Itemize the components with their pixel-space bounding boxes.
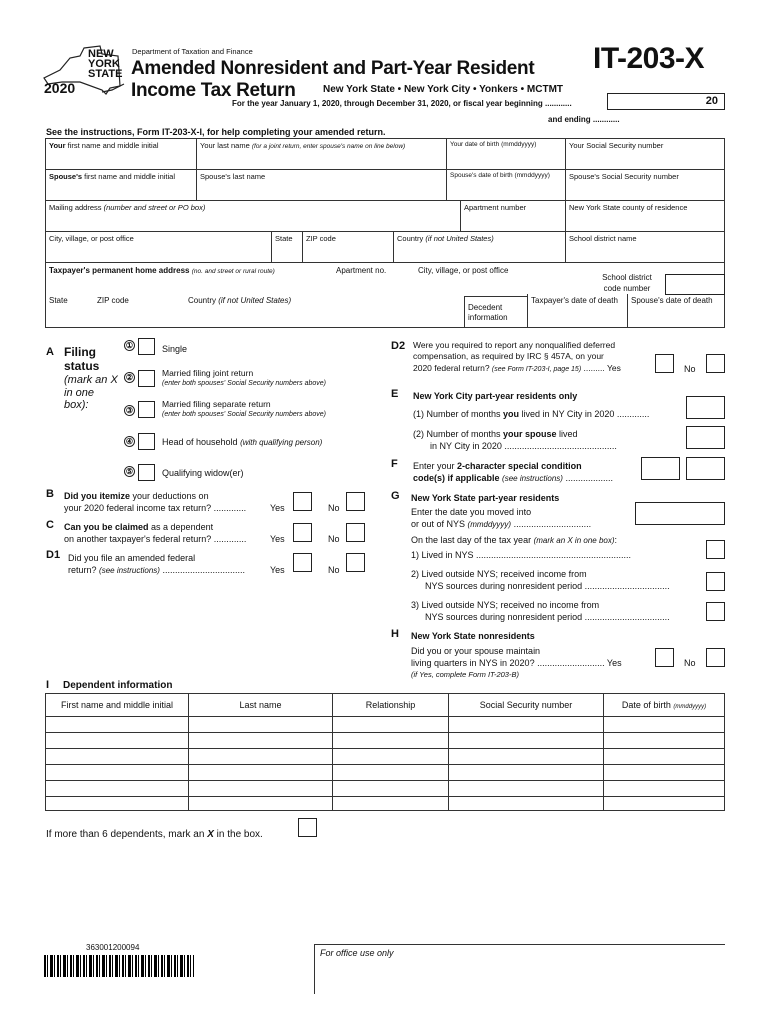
single-label: Single — [162, 344, 188, 354]
department-name: Department of Taxation and Finance — [132, 47, 253, 56]
city-label: City, village, or post office — [49, 234, 134, 243]
q-e2-c: lived — [556, 429, 578, 439]
q-g1-label: 1) Lived in NYS .............................................................. — [411, 550, 632, 560]
decedent-info-label — [464, 296, 528, 328]
q-e2-months-field[interactable] — [686, 426, 725, 449]
q-b-no-label: No — [328, 503, 340, 513]
q-e2-b: your spouse — [503, 429, 557, 439]
more-dependents-checkbox[interactable] — [298, 818, 317, 837]
q-g-line1: Enter the date you moved into — [411, 507, 532, 517]
question-e-letter: E — [391, 388, 399, 400]
q-d1-yes-label: Yes — [270, 565, 285, 575]
instructions-note: See the instructions, Form IT-203-X-I, for help completing your amended return. — [46, 127, 386, 137]
dependent-row[interactable] — [45, 764, 725, 780]
q-d2-line3-c: ......... Yes — [581, 363, 621, 373]
q-h-line2: living quarters in NYS in 2020? ........................... Yes — [411, 658, 622, 668]
q-c-no-checkbox[interactable] — [346, 523, 365, 542]
q-g2-checkbox[interactable] — [706, 572, 725, 591]
first-name-label-b: first name and middle initial — [65, 141, 159, 150]
perm-home-label-a: Taxpayer's permanent home address — [49, 266, 192, 275]
fiscal-year-begin-field[interactable] — [607, 93, 725, 110]
q-f-code-field-1[interactable] — [641, 457, 680, 480]
q-e2-a: (2) Number of months — [413, 429, 504, 439]
q-b-yes-checkbox[interactable] — [293, 492, 312, 511]
spouse-first-name-label-b: first name and middle initial — [82, 172, 176, 181]
filing-status-note: (mark an X in one box): — [64, 374, 118, 411]
q-g-line3-c: : — [614, 535, 618, 545]
col-dob-note: (mmddyyyy) — [673, 704, 707, 710]
spouse-first-name-label-a: Spouse's — [49, 172, 83, 181]
spouse-first-name-field[interactable] — [45, 169, 197, 201]
q-e1-a: (1) Number of months — [413, 409, 504, 419]
zip-code-field[interactable] — [302, 231, 394, 263]
q-b-line1-a: Did you — [64, 491, 100, 501]
q-d2-no-label: No — [684, 364, 696, 374]
col-relationship: Relationship — [365, 700, 416, 710]
q-h-no-label: No — [684, 658, 696, 668]
option-number-1: ① — [125, 341, 134, 350]
question-h-letter: H — [391, 628, 399, 640]
taxpayer-death-label: Taxpayer's date of death — [531, 296, 618, 305]
q-c-line1-a: Can you be claimed — [64, 522, 149, 532]
filing-status-title: Filing status — [64, 345, 100, 373]
form-title-line2: Income Tax Return — [131, 80, 296, 101]
permanent-apartment-label: Apartment no. — [336, 266, 387, 275]
q-f-line1-a: Enter your — [413, 461, 458, 471]
q-f-line1-b: 2-character special condition — [457, 461, 582, 471]
q-h-title: New York State nonresidents — [411, 631, 535, 641]
q-h-line3: (if Yes, complete Form IT-203-B) — [411, 670, 519, 679]
option-number-4: ④ — [125, 437, 134, 446]
taxpayer-date-of-death-field[interactable] — [527, 294, 628, 328]
married-separate-note: (enter both spouses' Social Security numbers above) — [162, 411, 326, 418]
school-district-label: School district name — [569, 234, 637, 243]
last-name-field[interactable] — [196, 138, 447, 170]
q-c-line2: on another taxpayer's federal return? ............. — [64, 534, 247, 544]
q-e2-line2: in NY City in 2020 ............................................. — [430, 441, 617, 451]
q-g3-checkbox[interactable] — [706, 602, 725, 621]
question-d1-letter: D1 — [46, 549, 61, 561]
q-g1-checkbox[interactable] — [706, 540, 725, 559]
nys-logo — [40, 44, 126, 100]
decedent-text: Decedent information — [468, 303, 508, 322]
head-of-household-label: Head of household — [162, 437, 241, 447]
filing-status-letter: A — [46, 346, 54, 358]
q-e-title: New York City part-year residents only — [413, 391, 578, 401]
dependents-letter: I — [46, 679, 50, 691]
q-g-line3-a: On the last day of the tax year — [411, 535, 534, 545]
q-d2-yes-checkbox[interactable] — [655, 354, 674, 373]
form-year: 2020 — [44, 80, 76, 96]
qualifying-widow-checkbox[interactable] — [138, 464, 155, 481]
spouse-ssn-field[interactable] — [565, 169, 725, 201]
permanent-zip-label: ZIP code — [97, 296, 129, 305]
single-checkbox[interactable] — [138, 338, 155, 355]
q-e1-b: you — [503, 409, 520, 419]
q-d1-no-label: No — [328, 565, 340, 575]
mailing-address-label-b: (number and street or PO box) — [103, 203, 206, 212]
barcode-number: 363001200094 — [86, 943, 140, 952]
q-f-line2-b: (see instructions) — [502, 474, 563, 483]
tax-period-text: For the year January 1, 2020, through December 31, 2020, or fiscal year beginning ............ — [232, 99, 572, 108]
option-number-5: ⑤ — [125, 467, 134, 476]
q-h-no-checkbox[interactable] — [706, 648, 725, 667]
married-joint-label: Married filing joint return — [162, 368, 254, 378]
last-name-label-b: (for a joint return, enter spouse's name on line below) — [251, 143, 406, 150]
q-d1-line1: Did you file an amended federal — [68, 553, 196, 563]
q-d2-no-checkbox[interactable] — [706, 354, 725, 373]
q-g-line3-b: (mark an X in one box) — [533, 536, 615, 545]
mailing-address-field[interactable] — [45, 200, 461, 232]
q-g-line2-a: or out of NYS — [411, 519, 468, 529]
more-dep-c: in the box. — [213, 829, 263, 840]
apartment-number-label: Apartment number — [464, 203, 527, 212]
q-b-no-checkbox[interactable] — [346, 492, 365, 511]
country-field[interactable] — [393, 231, 566, 263]
permanent-country-label — [188, 296, 291, 305]
q-f-line2-c: ................... — [562, 473, 613, 483]
married-separate-checkbox[interactable] — [138, 401, 155, 418]
spouse-dob-label: Spouse's date of birth (mmddyyyy) — [450, 172, 550, 179]
more-dep-a: If more than 6 dependents, mark an — [46, 829, 208, 840]
date-of-birth-field[interactable] — [446, 138, 566, 170]
first-name-field[interactable] — [45, 138, 197, 170]
perm-country-label-a: Country — [188, 296, 219, 305]
perm-country-label-b: (if not United States) — [218, 296, 292, 305]
q-d1-line2-a: return? — [68, 565, 100, 575]
q-c-yes-label: Yes — [270, 534, 285, 544]
apartment-number-field[interactable] — [460, 200, 566, 232]
dependent-row[interactable] — [45, 780, 725, 796]
office-use-label: For office use only — [320, 948, 394, 958]
married-joint-checkbox[interactable] — [138, 370, 155, 387]
q-d2-line2: compensation, as required by IRC § 457A, on your — [413, 351, 604, 361]
q-g3-line1: 3) Lived outside NYS; received no income from — [411, 600, 600, 610]
q-d2-line1: Were you required to report any nonqualified deferred — [413, 340, 616, 350]
col-ssn: Social Security number — [479, 700, 573, 710]
spouse-last-name-field[interactable] — [196, 169, 447, 201]
col-dob: Date of birth — [621, 700, 674, 710]
q-g3-line2: NYS sources during nonresident period .................................. — [425, 612, 670, 622]
permanent-state-label: State — [49, 296, 68, 305]
spouse-last-name-label: Spouse's last name — [200, 172, 266, 181]
head-of-household-checkbox[interactable] — [138, 433, 155, 450]
q-g-title: New York State part-year residents — [411, 493, 560, 503]
last-name-label-a: Your last name — [200, 141, 252, 150]
spouse-dob-field[interactable] — [446, 169, 566, 201]
q-b-line1-c: your deductions on — [130, 491, 209, 501]
q-g2-line2: NYS sources during nonresident period .................................. — [425, 581, 670, 591]
dependent-row[interactable] — [45, 716, 725, 732]
school-district-name-field[interactable] — [565, 231, 725, 263]
head-of-household-note: (with qualifying person) — [240, 438, 323, 447]
school-district-code-label: School district code number — [602, 273, 652, 293]
dependents-title: Dependent information — [63, 680, 173, 691]
more-dep-b: X — [207, 829, 214, 840]
q-b-yes-label: Yes — [270, 503, 285, 513]
q-d1-yes-checkbox[interactable] — [293, 553, 312, 572]
ssn-field[interactable] — [565, 138, 725, 170]
col-last-name: Last name — [239, 700, 282, 710]
school-district-code-field[interactable] — [665, 274, 725, 295]
state-name-line2: YORK — [88, 58, 120, 70]
q-d1-line2-c: ................................. — [159, 565, 245, 575]
option-number-3: ③ — [125, 406, 134, 415]
zip-label: ZIP code — [306, 234, 336, 243]
ssn-label: Your Social Security number — [569, 141, 664, 150]
spouse-death-label: Spouse's date of death — [631, 296, 713, 305]
more-dependents-text — [46, 829, 263, 841]
first-name-label-a: Your — [49, 141, 66, 150]
q-h-line1: Did you or your spouse maintain — [411, 646, 541, 656]
q-c-yes-checkbox[interactable] — [293, 523, 312, 542]
dependent-row[interactable] — [45, 748, 725, 764]
q-d2-line3-a: 2020 federal return? — [413, 363, 492, 373]
col-first-name: First name and middle initial — [60, 700, 174, 710]
fiscal-year-prefix: 20 — [705, 95, 718, 107]
q-b-line2: your 2020 federal income tax return? ............. — [64, 503, 247, 513]
q-c-no-label: No — [328, 534, 340, 544]
perm-home-label-b: (no. and street or rural route) — [191, 268, 275, 275]
married-separate-label: Married filing separate return — [162, 399, 271, 409]
q-g2-line1: 2) Lived outside NYS; received income from — [411, 569, 587, 579]
dependent-row[interactable] — [45, 732, 725, 748]
q-e1-c: lived in NY City in 2020 ............. — [519, 409, 650, 419]
permanent-city-label: City, village, or post office — [418, 266, 509, 275]
form-id: IT-203-X — [593, 42, 705, 75]
spouse-date-of-death-field[interactable] — [627, 294, 725, 328]
state-label: State — [275, 234, 293, 243]
q-d1-no-checkbox[interactable] — [346, 553, 365, 572]
tax-period-ending: and ending ............ — [548, 115, 620, 124]
city-field[interactable] — [45, 231, 272, 263]
qualifying-widow-label: Qualifying widow(er) — [162, 468, 244, 478]
county-label: New York State county of residence — [569, 203, 688, 212]
q-b-line1-b: itemize — [99, 491, 131, 501]
question-b-letter: B — [46, 488, 54, 500]
country-label-b: (if not United States) — [425, 234, 494, 243]
q-f-line2-a: code(s) if applicable — [413, 473, 503, 483]
barcode — [44, 955, 194, 977]
county-of-residence-field[interactable] — [565, 200, 725, 232]
country-label-a: Country — [397, 234, 426, 243]
state-field[interactable] — [271, 231, 303, 263]
dob-label: Your date of birth (mmddyyyy) — [450, 141, 537, 148]
q-f-code-field-2[interactable] — [686, 457, 725, 480]
q-d1-line2-b: (see instructions) — [99, 566, 160, 575]
q-c-line1-b: as a dependent — [148, 522, 214, 532]
spouse-ssn-label: Spouse's Social Security number — [569, 172, 679, 181]
dependent-row[interactable] — [45, 796, 725, 811]
q-h-yes-checkbox[interactable] — [655, 648, 674, 667]
question-d2-letter: D2 — [391, 340, 406, 352]
q-g-line2-c: ............................... — [511, 519, 592, 529]
q-e1-months-field[interactable] — [686, 396, 725, 419]
question-f-letter: F — [391, 458, 398, 470]
option-number-2: ② — [125, 373, 134, 382]
question-c-letter: C — [46, 519, 54, 531]
form-title-line1: Amended Nonresident and Part-Year Resident — [131, 58, 535, 79]
permanent-home-address-field[interactable] — [49, 266, 275, 275]
q-d2-line3-b: (see Form IT-203-I, page 15) — [491, 366, 582, 373]
married-joint-note: (enter both spouses' Social Security numbers above) — [162, 380, 326, 387]
form-subtitle: New York State • New York City • Yonkers • MCTMT — [323, 84, 564, 95]
mailing-address-label-a: Mailing address — [49, 203, 104, 212]
q-g-move-date-field[interactable] — [635, 502, 725, 525]
state-name-line1: NEW — [88, 48, 114, 60]
question-g-letter: G — [391, 490, 400, 502]
state-name-line3: STATE — [88, 68, 123, 80]
q-g-line2-b: (mmddyyyy) — [467, 520, 512, 529]
